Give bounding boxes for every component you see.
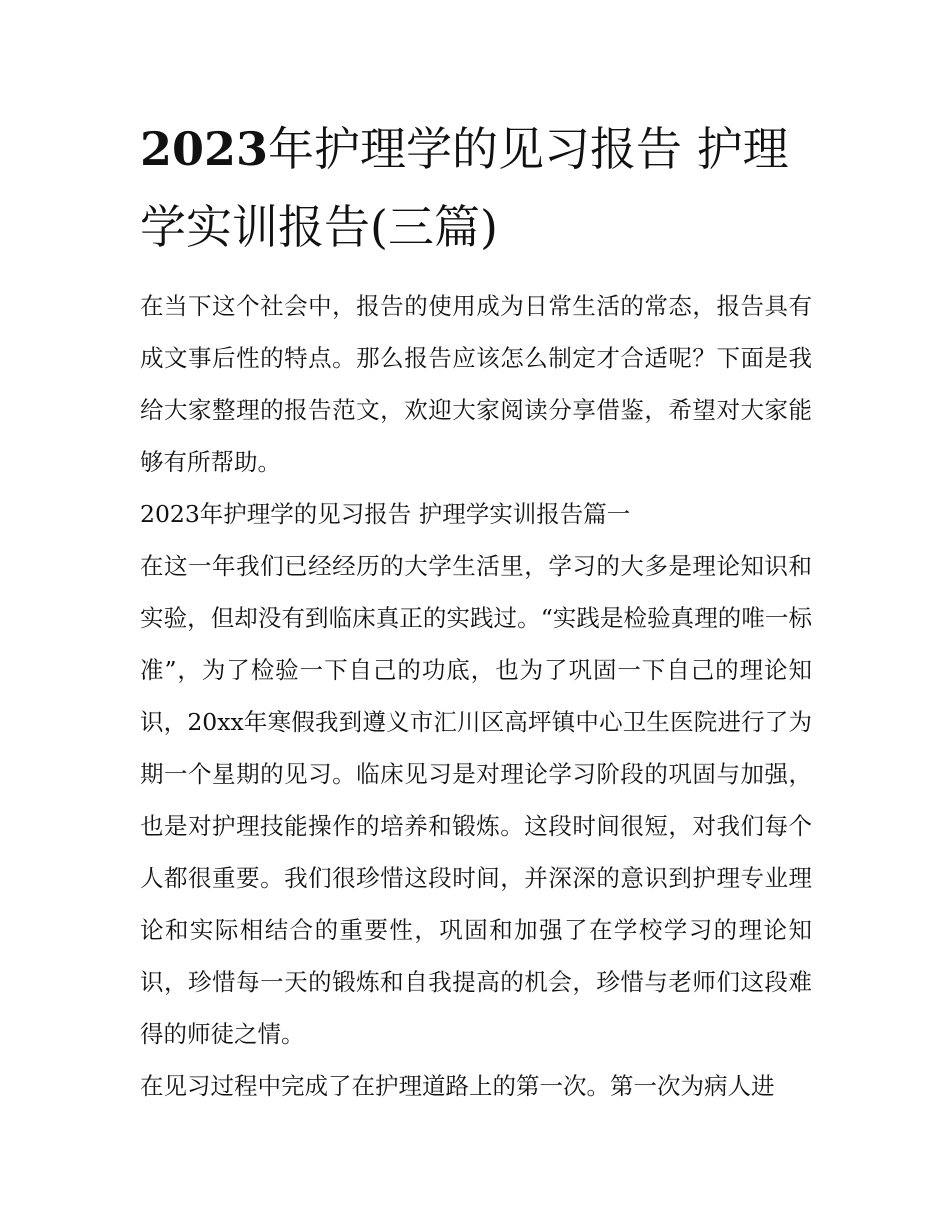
body-paragraph: 在这一年我们已经经历的大学生活里，学习的大多是理论知识和实验，但却没有到临床真正的实践过。“实践是检验真理的唯一标准”，为了检验一下自己的功底，也为了巩固一下自己的理论知识，20xx年寒假我到遵义市汇川区高坪镇中心卫生医院进行了为期一个星期的见习。临床见习是对理论学习阶段的巩固与加强，也是对护理技能操作的培养和锻炼。这段时间很短，对我们每个人都很重要。我们很珍惜这段时间，并深深的意识到护理专业理论和实际相结合的重要性，巩固和加强了在学校学习的理论知识，珍惜每一天的锻炼和自我提高的机会，珍惜与老师们这段难得的师徒之情。	[140, 552, 812, 1048]
title-year: 2023	[140, 122, 269, 176]
document-body	[140, 280, 812, 1112]
intro-paragraph: 在当下这个社会中，报告的使用成为日常生活的常态，报告具有成文事后性的特点。那么报告应该怎么制定才合适呢？下面是我给大家整理的报告范文，欢迎大家阅读分享借鉴，希望对大家能够有所帮助。	[140, 292, 812, 476]
title-text: 年护理学的见习报告 护理学实训报告(三篇)	[140, 122, 789, 254]
document-content	[140, 110, 812, 1112]
section-heading: 2023年护理学的见习报告 护理学实训报告篇一	[140, 500, 631, 528]
body-paragraph: 在见习过程中完成了在护理道路上的第一次。第一次为病人进	[140, 1072, 775, 1100]
document-title	[140, 110, 812, 266]
